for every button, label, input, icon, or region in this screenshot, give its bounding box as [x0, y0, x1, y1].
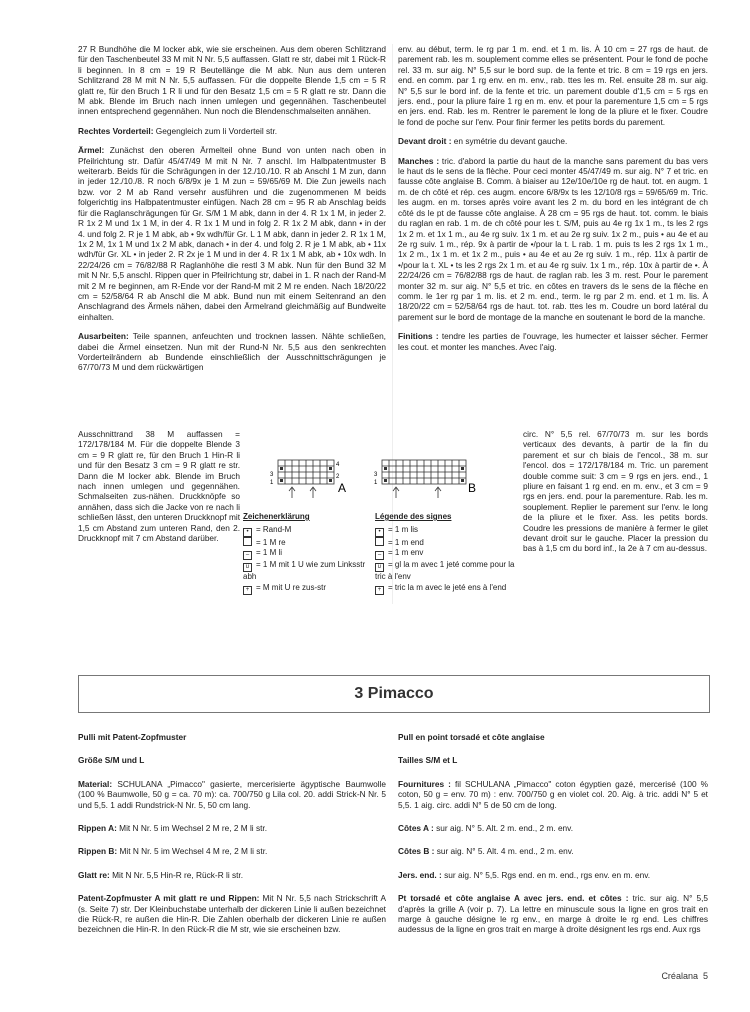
legend-text: = 1 m env — [388, 548, 424, 558]
legend-item — [375, 537, 515, 549]
paragraph — [78, 331, 386, 373]
row-label: 2 — [336, 474, 340, 480]
paragraph — [398, 156, 708, 323]
edge-stitch-icon: • — [375, 528, 384, 537]
paragraph — [78, 126, 386, 136]
legend-text: = tric la m avec le jeté ens à l'end — [388, 582, 507, 592]
page-footer — [661, 971, 708, 981]
legend-item — [375, 560, 515, 583]
paragraph-body: Gegengleich zum li Vorderteil str. — [153, 125, 278, 136]
lead: Glatt re: — [78, 869, 110, 880]
paragraph-body: Zunächst den oberen Ärmelteil ohne Bund von unten nach oben in Pfeilrichtung str. Dafür 45/47/49 M mit N Nr. 7 anschl. Im Halbpatentmuster B weiterarb. Beids für die Schrägungen in der 12./10./10. R ab Anschl 1 M zun, dann in jeder 12./10./8. R noch 6/8/9x je 1 M zun = 59/65/69 M. Die Zun jeweils nach bzw. vor 2 M ab Rand versehr ausführen und die zugenommenen M beids folgerichtig ins Halbpatentmuster einfügen. Nach 28 cm = 95 R ab Anschlag beids für die Raglanschrägungen für Gr. S/M 1 M abk, dann in der 4. R 1x 1 M, in jeder 2. R 1x 2 M und 1x 1 M, in der 4. R 1x 1 M und in folg 2. R 1x 2 M abk, dann • in der 4. und folg 2. R je 1 M abk, ab • 9x wdh/für Gr. L 1 M abk, dann in jeder 2. R 1x 1 M, 1x 2 M, 1x 1 M und 1x 2 M abk, danach • in der 4. und folg 2. R je 1 M abk, ab • 11x wdh/für Gr. XL • in jeder 2. R 2x je 1 M und in der 4. R 1x 1 M abk, ab • 10x wdh. In 22/24/26 cm = 76/82/88 R Raglanhöhe die restl 3 M abk. Nun für den Bund 32 M mit N Nr. 5,5 anschl. Rippen quer in Pfeilrichtung str, dabei in 1. R nach der Rand-M mit 2 M re beginnen, am R-Ende vor der Rand-M mit 2 M re enden. Nach 18/20/22 cm = 52/58/64 R ab Anschl die M abk. Bund nun mit einem Seitenrand an den Anschlagrand des Ärmels nähen, dabei den Ärmelrand gleichmäßig auf Bundweite einhalten. — [78, 145, 386, 322]
edge-stitch-icon: • — [243, 528, 252, 537]
page-number: 5 — [702, 971, 708, 981]
knit-stitch-icon — [375, 537, 384, 546]
lead: Manches : — [398, 155, 440, 166]
paragraph-body: Mit N Nr. 5,5 Hin-R re, Rück-R li str. — [109, 869, 244, 880]
row-label: 4 — [336, 462, 340, 468]
paragraph — [78, 145, 386, 322]
legend-item — [243, 537, 375, 549]
knit-together-icon: + — [243, 586, 252, 595]
lead: Ärmel: — [78, 145, 105, 156]
lead: Fournitures : — [398, 778, 451, 789]
legend-item — [375, 525, 515, 537]
purl-stitch-icon: – — [375, 551, 384, 560]
french-text-bottom — [398, 732, 708, 944]
stitch-chart-a — [268, 458, 348, 502]
paragraph — [78, 846, 386, 856]
lead: Finitions : — [398, 331, 439, 342]
legend-text: = 1 M li — [256, 548, 283, 558]
heading: Pull en point torsadé et côte anglaise — [398, 732, 545, 742]
legend-french — [375, 512, 515, 595]
legend-title: Légende des signes — [375, 512, 452, 521]
paragraph-body: en symétrie du devant gauche. — [451, 136, 568, 147]
paragraph — [78, 779, 386, 810]
german-text-top — [78, 44, 386, 373]
lead: Pt torsadé et côte anglaise A avec jers. end. et côtes : — [398, 893, 629, 904]
row-label: 3 — [270, 472, 274, 478]
paragraph — [398, 870, 708, 880]
heading: Pulli mit Patent-Zopfmuster — [78, 732, 187, 742]
legend-text: = 1 m lis — [388, 524, 419, 534]
chart-label-b: B — [468, 481, 477, 495]
paragraph-body: tric. d'abord la partie du haut de la manche sans parement du bas vers le haut ds le sens de la flèche. Pour ceci monter 45/47/49 m. sur aig. N° 7 et tric. en fausse côte anglaise B. Comm. à biaiser au 12e/10e/10e rg de haut. tot. en augm. 1 m. de ch côté et rép. ces augm. encore 6/8/9x ts les 12/10/8 rgs = 59/65/69 m. Tric. les augm. en m. torses après voire avant les 2 m. du bord en les intégrant de ch côté ds le pt de fausse côte anglaise. À 28 cm = 95 rgs de haut. tot. comm. le biais du raglan en rab. 1 m. de ch côté pour les t. S/M, puis au 4e rg 1x 1 m., ts les 2 rgs 1x 2 m. et 1x 1 m., au 4e rg suiv. 1x 1 m. et au 2e rg suiv. 1x 2 m., puis • au 4e et au 2e rg suiv. 1 m., rép. 9x à partir de •/pour la t. L rab. 1 m. puis ts les 2 rgs 1x 1 m., 1x 2 m., 1x 1 m. et 1x 2 m., puis • au 4e et au 2e rg suiv. 1 m., rép. 11x à partir de •/pour la t. XL • ts les 2 rgs 2x 1 m. et au 4e rg suiv. 1x 1 m., rép. 10x à partir de •. À 22/24/26 cm = 76/82/88 rgs de haut. de raglan rab. les 3 m. rest. Pour le parement monter 32 m. sur aig. N° 5,5 et tric. en côtes en travers ds le sens de la flèche en comm. le 1er rg par 1 m. lis. et 2 m. end., term. le rg par 2 m. end. et 1 m. lis. À 18/20/22 cm = 52/58/64 rgs de haut. tot. rab. ttes les m. Coudre un bord latéral du parement sur le bord de montage de la manche en soutenant le bord de la manche. — [398, 155, 708, 322]
legend-item — [375, 548, 515, 560]
slip-stitch-icon: ∪ — [375, 563, 384, 572]
legend-title: Zeichenerklärung — [243, 512, 310, 521]
german-text-bottom — [78, 732, 386, 944]
french-text-top — [398, 44, 708, 352]
legend-item — [243, 525, 375, 537]
stitch-chart-b — [372, 458, 477, 502]
purl-stitch-icon: – — [243, 551, 252, 560]
heading: Tailles S/M et L — [398, 755, 458, 766]
legend-item — [243, 583, 375, 595]
legend-text: = Rand-M — [256, 524, 292, 534]
paragraph — [398, 846, 708, 856]
paragraph-body: sur aig. N° 5,5. Rgs end. en m. end., rgs env. en m. env. — [441, 869, 651, 880]
heading: Größe S/M und L — [78, 755, 145, 766]
legend-text: = 1 M mit 1 U wie zum Linksstr abh — [243, 560, 366, 582]
lead: Côtes A : — [398, 823, 434, 834]
lead: Ausarbeiten: — [78, 331, 129, 342]
paragraph — [398, 823, 708, 833]
legend-text: = 1 m end — [388, 537, 424, 547]
lead: Côtes B : — [398, 846, 435, 857]
lead: Jers. end. : — [398, 869, 442, 880]
knit-together-icon: + — [375, 586, 384, 595]
slip-stitch-icon: ∪ — [243, 563, 252, 572]
paragraph: env. au début, term. le rg par 1 m. end. et 1 m. lis. À 10 cm = 27 rgs de haut. de parement rab. les m. souplement comme elles se présentent. Pour le fond de poche rel. 33 m. sur aig. N° 5,5 sur le bord sup. de la fente et tric. 8 cm = 19 rgs en jers. end. en comm. par 1 rg env. en m. env., rab. ttes les m. Rel. ensuite 28 m. sur aig. N° 5,5 sur le bord inf. de la fente et tric. un parement double d'1,5 cm = 5 rgs en jers. end., pour la pliure faire 1 rg en m. env. et pour la parementure 1,5 cm = 5 rgs en jers. end. Rab. les m. Rentrer le parement le long de la pliure et le fixer. Coudre le fond de poche sur l'env. Pour finir fermer les petits bords du parement. — [398, 44, 708, 127]
paragraph — [78, 823, 386, 833]
paragraph — [398, 136, 708, 146]
french-text-narrow: circ. N° 5,5 rel. 67/70/73 m. sur les bords verticaux des devants, à partir de la fin du parement et sur ch biais de l'encol., 38 m. sur l'encol. dos = 172/178/184 m. Tric. un parement double comme suit: 3 cm = 9 rgs en jers. end., 1 pliure en faisant 1 rg end. en m. env., et 3 cm = 9 rgs en jers. end. pour la parementure. Rab. les m. souplement. Replier le parement sur l'env. le long de la pliure et le fixer. Ass. les petits bords. Coudre les pressions de manière à fermer le gilet devant droit sur le gauche. Placer la pression du bas à 1,5 cm du bord inf., la 2e à 7 cm au-dessus. — [523, 429, 708, 554]
paragraph — [78, 893, 386, 935]
legend-text: = M mit U re zus-str — [256, 582, 327, 592]
paragraph-body: Mit N Nr. 5,5 nach Strickschrift A (s. Seite 7) str. Der Kleinbuchstabe unterhalb der dickeren Linie li außen bezeichnet die Rück-R, re außen die Hin-R. Die Zahlen oberhalb der dickeren Linie re außen bezeichnen die Hin-R. In den Rück-R die M str, wie sie erscheinen bzw. — [78, 893, 387, 935]
paragraph-body: sur aig. N° 5. Alt. 2 m. end., 2 m. env. — [433, 823, 574, 834]
paragraph-body: Teile spannen, anfeuchten und trocknen lassen. Nähte schließen, dabei die Ärmel einsetzen. Nun mit der Rund-N Nr. 5,5 aus den senkrechten Vorderteilrändern ab Bundende einschließlich der Ausschnittschrägungen je 67/70/73 M und dem rückwärtigen — [78, 331, 386, 373]
lead: Rippen A: — [78, 823, 117, 834]
paragraph — [78, 870, 386, 880]
row-label: 1 — [270, 480, 274, 486]
german-text-narrow: Ausschnittrand 38 M auffassen = 172/178/184 M. Für die doppelte Blende 3 cm = 9 R glatt re, für den Bruch 1 Hin-R li und für den Besatz 3 cm = 9 R glatt re str. Dann die M locker abk. Blende im Bruch nach innen umlegen und gegennähen. Schmalseiten zus-nähen. Druckknöpfe so annähen, dass sich die Jacke von re nach li schließen lässt, den unteren Druckknopf mit 1,5 cm Abstand zum unteren Rand, den 2. Druckknopf mit 7 cm Abstand darüber. — [78, 429, 240, 544]
paragraph-body: tric. sur aig. N° 5,5 d'après la grille A (voir p. 7). La lettre en minuscule sous la ligne en gros trait en marge à gauche désigne le rg env., en marge à droite le rg end. Les chiffres audessus de la ligne en gros trait en marge à droite désignent les rgs end. Aux rgs — [398, 893, 709, 935]
section-title: 3 Pimacco — [354, 685, 434, 702]
row-label: 1 — [374, 480, 378, 486]
paragraph-body: sur aig. N° 5. Alt. 4 m. end., 2 m. env. — [434, 846, 574, 857]
legend-item — [243, 548, 375, 560]
paragraph — [398, 893, 708, 935]
section-banner — [78, 675, 710, 713]
paragraph — [398, 331, 708, 352]
paragraph — [398, 779, 708, 810]
knit-stitch-icon — [243, 537, 252, 546]
paragraph-body: SCHULANA „Pimacco" gasierte, mercerisierte ägyptische Baumwolle (100 % Baumwolle, 50 g = ca. 70 m): ca. 700/750 g Lila col. 20. addi Strick-N Nr. 5 und 5,5. 1 addi Rundstrick-N Nr. 5, 50 cm lang. — [78, 778, 386, 810]
lead: Devant droit : — [398, 136, 452, 147]
row-label: 3 — [374, 472, 378, 478]
lead: Material: — [78, 778, 113, 789]
paragraph: 27 R Bundhöhe die M locker abk, wie sie erscheinen. Aus dem oberen Schlitzrand für den Taschenbeutel 33 M mit N Nr. 5,5 auffassen. Glatt re str, dabei mit 1 Rück-R li beginnen. In 8 cm = 19 R Beutellänge die M abk. Nun aus dem unteren Schlitzrand 28 M mit N Nr. 5,5 auffassen. Für die doppelte Blende 1,5 cm = 5 R glatt re, für den Bruch 1 R li und für den Besatz 1,5 cm = 5 R glatt re str. Dann die M abk. Blende im Bruch nach innen umlegen und gegennähen. Taschenbeutel innen entsprechend gegennähen. Nun noch die Blendenschmalseiten annähen. — [78, 44, 386, 117]
brand-name: Créalana — [661, 971, 698, 981]
legend-text: = gl la m avec 1 jeté comme pour la tric à l'env — [375, 560, 515, 582]
legend-item — [243, 560, 375, 583]
lead: Patent-Zopfmuster A mit glatt re und Rippen: — [78, 893, 260, 904]
lead: Rechtes Vorderteil: — [78, 125, 154, 136]
paragraph-body: Mit N Nr. 5 im Wechsel 2 M re, 2 M li str. — [116, 823, 268, 834]
legend-text: = 1 M re — [256, 537, 286, 547]
legend-item — [375, 583, 515, 595]
legend-german — [243, 512, 375, 595]
paragraph-body: fil SCHULANA „Pimacco" coton égyptien gazé, mercerisé (100 % coton, 50 g = env. 70 m) : env. 700/750 g en violet col. 20. Aig. à tric. addi N° 5 et 5,5. 1 aig. circ. addi N° 5 de 50 cm de long. — [398, 778, 708, 810]
paragraph-body: tendre les parties de l'ouvrage, les humecter et laisser sécher. Fermer les cout. et monter les manches. Avec l'aig. — [398, 331, 708, 352]
chart-label-a: A — [338, 481, 347, 495]
lead: Rippen B: — [78, 846, 118, 857]
paragraph-body: Mit N Nr. 5 im Wechsel 4 M re, 2 M li str. — [117, 846, 268, 857]
